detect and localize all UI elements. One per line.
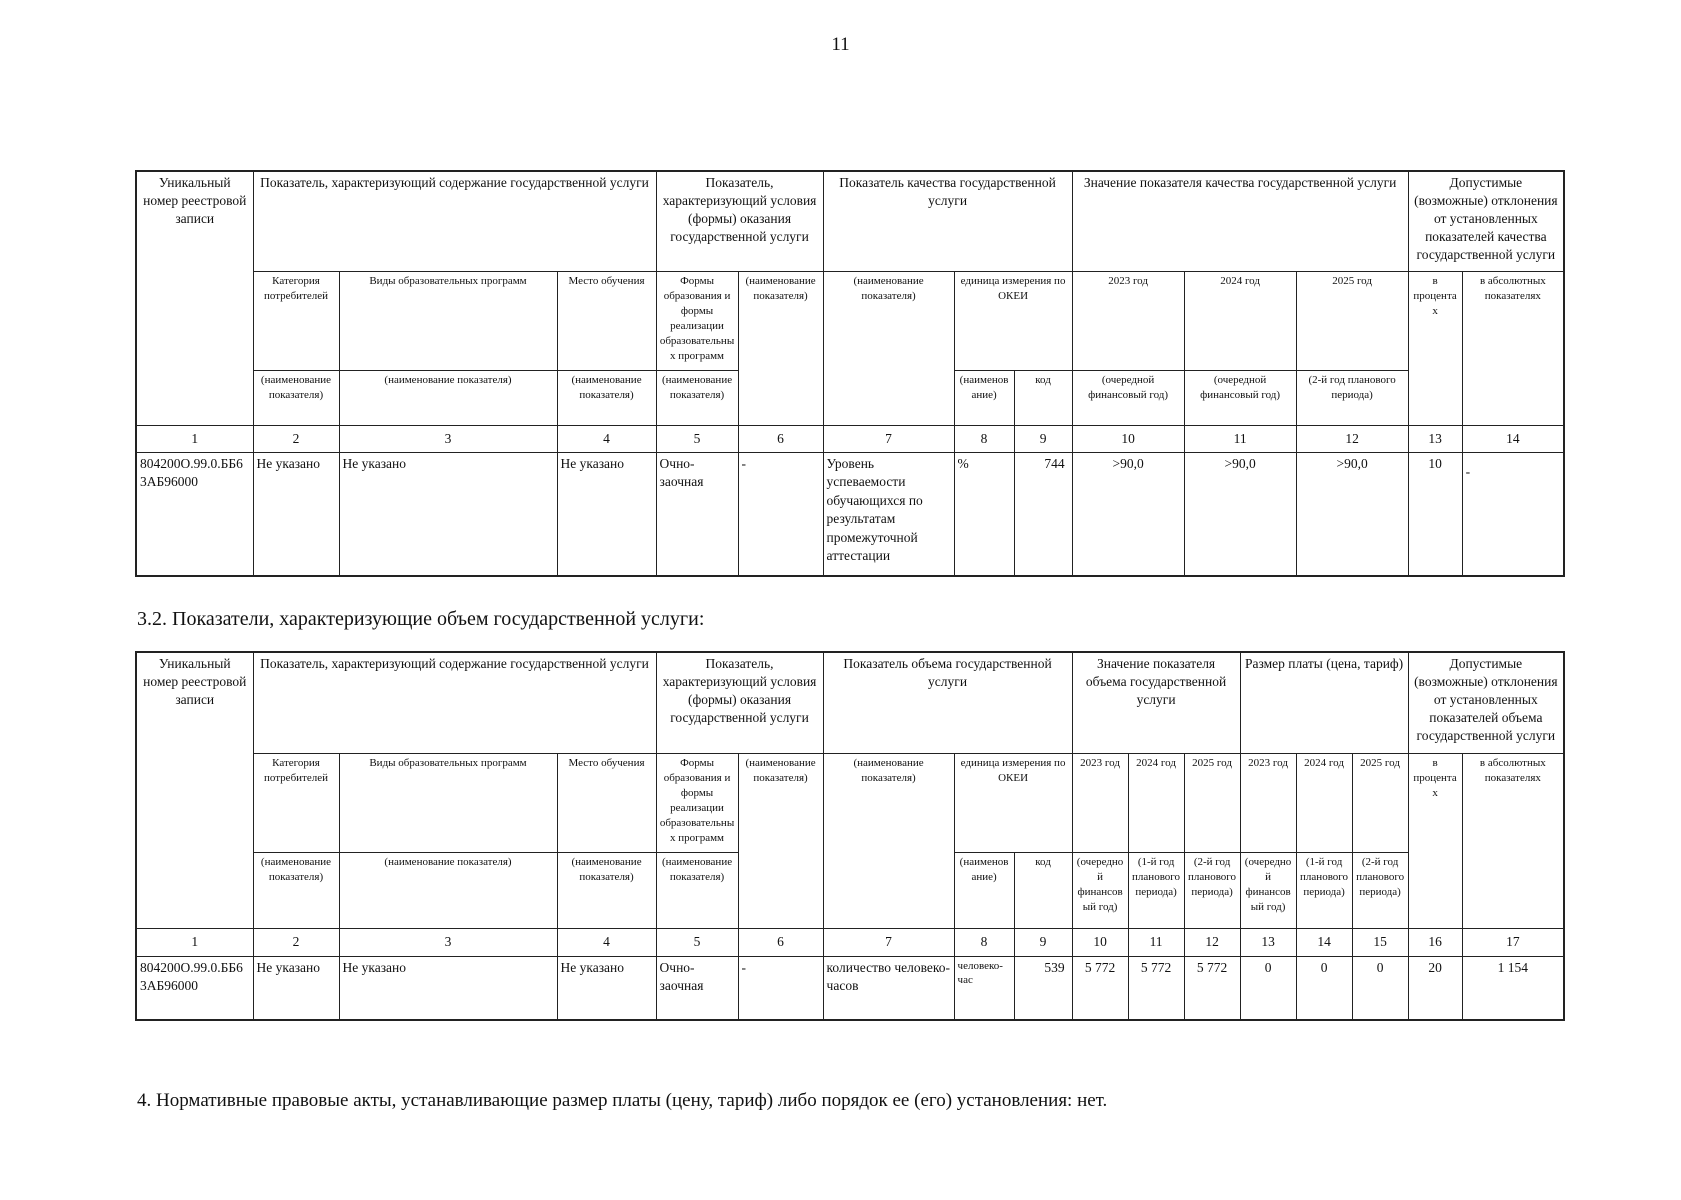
year-2023-header: 2023 год	[1072, 271, 1184, 370]
category-cell: Не указано	[253, 452, 339, 576]
quality-indicator-cell: Уровень успеваемости обучающихся по результатам промежуточной аттестации	[823, 452, 954, 576]
column-number: 15	[1352, 928, 1408, 956]
volume-year-2023-header: 2023 год	[1072, 753, 1128, 852]
column-number: 6	[738, 928, 823, 956]
deviation-percent-cell: 20	[1408, 956, 1462, 1020]
column-number: 5	[656, 425, 738, 452]
column-number: 16	[1408, 928, 1462, 956]
cond-indicator-cell: -	[738, 956, 823, 1020]
table-header-row	[136, 171, 1564, 271]
place-name-header: (наименование показателя)	[557, 852, 656, 928]
table-subheader-row	[136, 753, 1564, 852]
table-header-row	[136, 652, 1564, 753]
cond-indicator-name-header: (наименование показателя)	[738, 271, 823, 425]
forms-header: Формы образования и формы реализации образовательных программ	[656, 753, 738, 852]
conditions-indicator-header: Показатель, характеризующий условия (формы) оказания государственной услуги	[656, 652, 823, 753]
volume-indicators-table	[135, 651, 1565, 1021]
column-number: 3	[339, 928, 557, 956]
content-indicator-header: Показатель, характеризующий содержание государственной услуги	[253, 652, 656, 753]
column-number: 4	[557, 425, 656, 452]
deviations-header: Допустимые (возможные) отклонения от установленных показателей объема государственной услуги	[1408, 652, 1564, 753]
unit-header: единица измерения по ОКЕИ	[954, 271, 1072, 370]
programs-header: Виды образовательных программ	[339, 753, 557, 852]
volume-indicator-name-header: (наименование показателя)	[823, 753, 954, 928]
volume-period-3-header: (2-й год планового периода)	[1184, 852, 1240, 928]
column-number: 6	[738, 425, 823, 452]
column-number: 3	[339, 425, 557, 452]
category-name-header: (наименование показателя)	[253, 852, 339, 928]
programs-name-header: (наименование показателя)	[339, 852, 557, 928]
quality-indicator-name-header: (наименование показателя)	[823, 271, 954, 425]
page-number: 11	[831, 34, 850, 55]
volume-2023-cell: 5 772	[1072, 956, 1128, 1020]
fee-2025-cell: 0	[1352, 956, 1408, 1020]
column-number: 17	[1462, 928, 1564, 956]
volume-2024-cell: 5 772	[1128, 956, 1184, 1020]
programs-cell: Не указано	[339, 452, 557, 576]
fee-2023-cell: 0	[1240, 956, 1296, 1020]
volume-indicator-cell: количество человеко-часов	[823, 956, 954, 1020]
volume-year-2025-header: 2025 год	[1184, 753, 1240, 852]
column-number-row	[136, 425, 1564, 452]
column-number: 10	[1072, 928, 1128, 956]
place-header: Место обучения	[557, 271, 656, 370]
category-header: Категория потребителей	[253, 753, 339, 852]
fee-2024-cell: 0	[1296, 956, 1352, 1020]
fee-header: Размер платы (цена, тариф)	[1240, 652, 1408, 753]
forms-header: Формы образования и формы реализации образовательных программ	[656, 271, 738, 370]
volume-2025-cell: 5 772	[1184, 956, 1240, 1020]
cond-indicator-cell: -	[738, 452, 823, 576]
volume-period-2-header: (1-й год планового периода)	[1128, 852, 1184, 928]
column-number: 11	[1128, 928, 1184, 956]
place-name-header: (наименование показателя)	[557, 370, 656, 425]
deviation-absolute-value: -	[1465, 463, 1471, 479]
column-number: 2	[253, 928, 339, 956]
value-2024-cell: >90,0	[1184, 452, 1296, 576]
volume-section-heading: 3.2. Показатели, характеризующие объем государственной услуги:	[137, 608, 705, 630]
volume-period-1-header: (очередной финансовый год)	[1072, 852, 1128, 928]
column-number: 7	[823, 425, 954, 452]
column-number: 8	[954, 425, 1014, 452]
forms-name-header: (наименование показателя)	[656, 370, 738, 425]
column-number: 9	[1014, 928, 1072, 956]
unit-code-cell: 539	[1014, 956, 1072, 1020]
column-number-row	[136, 928, 1564, 956]
programs-cell: Не указано	[339, 956, 557, 1020]
quality-indicator-header: Показатель качества государственной услуги	[823, 171, 1072, 271]
deviations-header: Допустимые (возможные) отклонения от установленных показателей качества государственной услуги	[1408, 171, 1564, 271]
table-subheader-row	[136, 271, 1564, 370]
unit-code-header: код	[1014, 370, 1072, 425]
registry-number-cell: 804200О.99.0.ББ63АБ96000	[136, 452, 253, 576]
place-cell: Не указано	[557, 956, 656, 1020]
fee-period-2-header: (1-й год планового периода)	[1296, 852, 1352, 928]
programs-header: Виды образовательных программ	[339, 271, 557, 370]
volume-indicator-header: Показатель объема государственной услуги	[823, 652, 1072, 753]
unit-name-cell: %	[954, 452, 1014, 576]
column-number: 2	[253, 425, 339, 452]
year-2025-header: 2025 год	[1296, 271, 1408, 370]
quality-indicators-table	[135, 170, 1565, 577]
content-indicator-header: Показатель, характеризующий содержание государственной услуги	[253, 171, 656, 271]
column-number: 13	[1408, 425, 1462, 452]
place-header: Место обучения	[557, 753, 656, 852]
deviation-percent-cell: 10	[1408, 452, 1462, 576]
column-number: 4	[557, 928, 656, 956]
unit-code-cell: 744	[1014, 452, 1072, 576]
column-number: 14	[1296, 928, 1352, 956]
category-name-header: (наименование показателя)	[253, 370, 339, 425]
registry-number-cell: 804200О.99.0.ББ63АБ96000	[136, 956, 253, 1020]
unit-name-header: (наименование)	[954, 852, 1014, 928]
percent-header: в процентах	[1408, 753, 1462, 928]
fee-period-1-header: (очередной финансовый год)	[1240, 852, 1296, 928]
volume-year-2024-header: 2024 год	[1128, 753, 1184, 852]
legal-acts-statement: 4. Нормативные правовые акты, устанавливающие размер платы (цену, тариф) либо порядок ее (его) установления: нет.	[137, 1090, 1108, 1111]
column-number: 11	[1184, 425, 1296, 452]
form-cell: Очно-заочная	[656, 956, 738, 1020]
unit-name-header: (наименование)	[954, 370, 1014, 425]
place-cell: Не указано	[557, 452, 656, 576]
category-cell: Не указано	[253, 956, 339, 1020]
column-number: 7	[823, 928, 954, 956]
column-number: 8	[954, 928, 1014, 956]
cond-indicator-name-header: (наименование показателя)	[738, 753, 823, 928]
period-2024-header: (очередной финансовый год)	[1184, 370, 1296, 425]
programs-name-header: (наименование показателя)	[339, 370, 557, 425]
value-2025-cell: >90,0	[1296, 452, 1408, 576]
volume-value-header: Значение показателя объема государственной услуги	[1072, 652, 1240, 753]
column-number: 14	[1462, 425, 1564, 452]
deviation-absolute-cell	[1462, 452, 1564, 576]
column-number: 1	[136, 425, 253, 452]
column-number: 5	[656, 928, 738, 956]
unit-name-cell: человеко-час	[954, 956, 1014, 1020]
period-2023-header: (очередной финансовый год)	[1072, 370, 1184, 425]
fee-year-2023-header: 2023 год	[1240, 753, 1296, 852]
percent-header: в процентах	[1408, 271, 1462, 425]
registry-number-header: Уникальный номер реестровой записи	[136, 652, 253, 928]
column-number: 12	[1296, 425, 1408, 452]
absolute-header: в абсолютных показателях	[1462, 753, 1564, 928]
form-cell: Очно-заочная	[656, 452, 738, 576]
conditions-indicator-header: Показатель, характеризующий условия (формы) оказания государственной услуги	[656, 171, 823, 271]
column-number: 13	[1240, 928, 1296, 956]
fee-year-2025-header: 2025 год	[1352, 753, 1408, 852]
column-number: 1	[136, 928, 253, 956]
unit-header: единица измерения по ОКЕИ	[954, 753, 1072, 852]
category-header: Категория потребителей	[253, 271, 339, 370]
table-row	[136, 956, 1564, 1020]
table-row	[136, 452, 1564, 576]
column-number: 12	[1184, 928, 1240, 956]
fee-year-2024-header: 2024 год	[1296, 753, 1352, 852]
registry-number-header: Уникальный номер реестровой записи	[136, 171, 253, 425]
quality-value-header: Значение показателя качества государственной услуги	[1072, 171, 1408, 271]
deviation-absolute-cell: 1 154	[1462, 956, 1564, 1020]
column-number: 10	[1072, 425, 1184, 452]
period-2025-header: (2-й год планового периода)	[1296, 370, 1408, 425]
absolute-header: в абсолютных показателях	[1462, 271, 1564, 425]
unit-code-header: код	[1014, 852, 1072, 928]
forms-name-header: (наименование показателя)	[656, 852, 738, 928]
value-2023-cell: >90,0	[1072, 452, 1184, 576]
year-2024-header: 2024 год	[1184, 271, 1296, 370]
fee-period-3-header: (2-й год планового периода)	[1352, 852, 1408, 928]
column-number: 9	[1014, 425, 1072, 452]
